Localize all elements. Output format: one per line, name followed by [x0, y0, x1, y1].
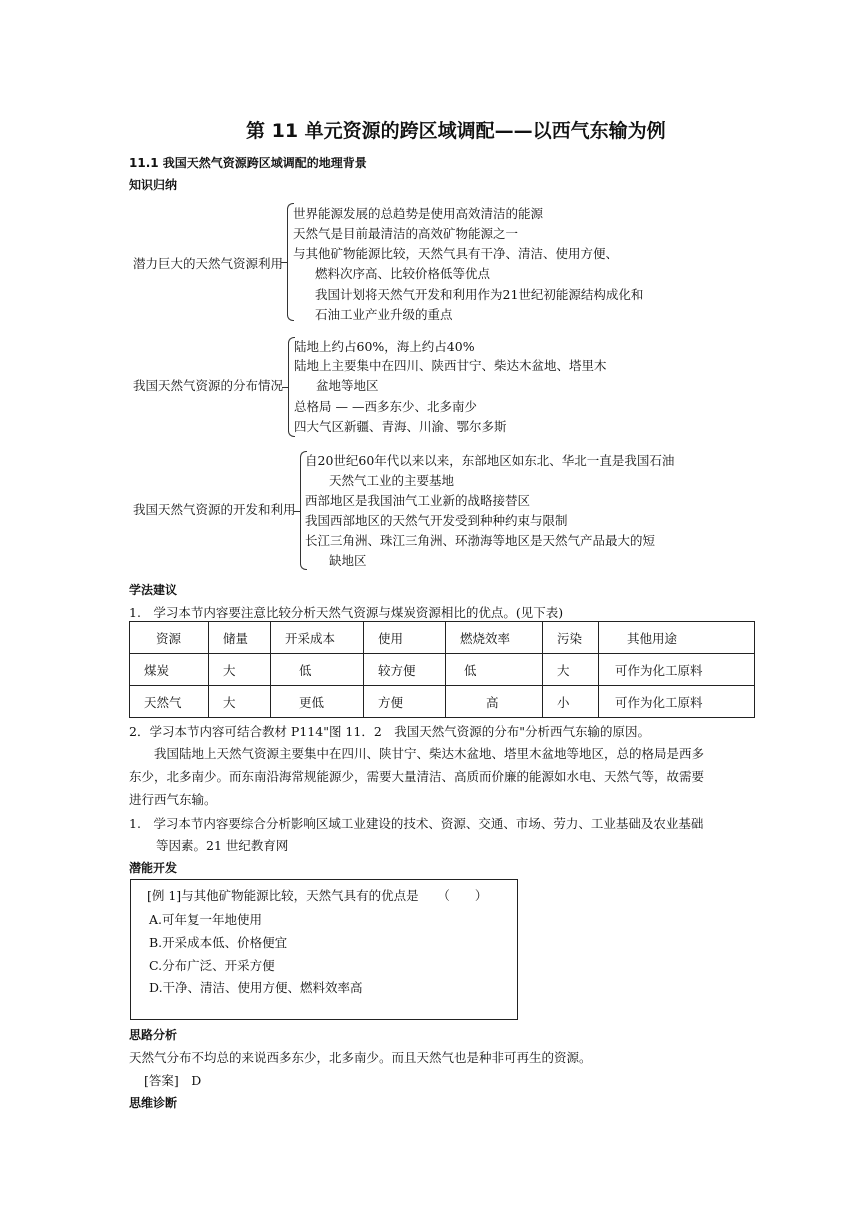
table-row — [130, 654, 755, 686]
group-label-distribution: 我国天然气资源的分布情况 — [133, 378, 284, 393]
table-header-cell: 其他用途 — [599, 622, 755, 654]
table-header-cell: 开采成本 — [271, 622, 364, 654]
study-item-3: 1. 学习本节内容要综合分析影响区域工业建设的技术、资源、交通、市场、劳力、工业基础及农业基础 — [129, 816, 704, 831]
table-cell: 高 — [446, 686, 543, 718]
table-cell: 可作为化工原料 — [599, 654, 755, 686]
potential-heading: 潜能开发 — [129, 861, 178, 875]
table-cell: 天然气 — [130, 686, 209, 718]
table-cell: 较方便 — [364, 654, 446, 686]
study-item-1: 1. 学习本节内容要注意比较分析天然气资源与煤炭资源相比的优点。(见下表) — [129, 605, 564, 620]
group-item: 燃料次序高、比较价格低等优点 — [315, 266, 491, 281]
study-item-3-cont: 等因素。21 世纪教育网 — [156, 838, 289, 853]
example-question-box — [130, 879, 518, 1020]
group-item: 陆地上约占60%，海上约占40% — [294, 339, 475, 354]
analysis-text: 天然气分布不均总的来说西多东少，北多南少。而且天然气也是种非可再生的资源。 — [129, 1050, 592, 1065]
group-label-potential: 潜力巨大的天然气资源利用 — [133, 256, 284, 271]
group-item: 长江三角洲、珠江三角洲、环渤海等地区是天然气产品最大的短 — [305, 533, 656, 548]
group-label-development: 我国天然气资源的开发和利用 — [133, 502, 296, 517]
study-heading: 学法建议 — [129, 583, 178, 597]
table-cell: 大 — [209, 686, 271, 718]
option-c: C.分布广泛、开采方便 — [149, 958, 275, 973]
table-cell: 低 — [271, 654, 364, 686]
group-item: 陆地上主要集中在四川、陕西甘宁、柴达木盆地、塔里木 — [294, 358, 607, 373]
group-item: 盆地等地区 — [316, 378, 379, 393]
group-item: 四大气区新疆、青海、川渝、鄂尔多斯 — [294, 419, 507, 434]
diagnosis-heading: 思维诊断 — [129, 1096, 178, 1110]
group-item: 天然气是目前最清洁的高效矿物能源之一 — [293, 226, 519, 241]
option-a: A.可年复一年地使用 — [149, 912, 263, 927]
analysis-heading: 思路分析 — [129, 1028, 178, 1042]
answer-text: [答案] D — [144, 1073, 202, 1088]
knowledge-heading: 知识归纳 — [129, 178, 178, 192]
table-cell: 更低 — [271, 686, 364, 718]
table-cell: 大 — [209, 654, 271, 686]
table-row — [130, 686, 755, 718]
group-item: 西部地区是我国油气工业新的战略接替区 — [305, 493, 531, 508]
table-header-cell: 资源 — [130, 622, 209, 654]
table-cell: 低 — [446, 654, 543, 686]
group-item: 缺地区 — [329, 553, 367, 568]
group-item: 天然气工业的主要基地 — [329, 473, 455, 488]
group-item: 总格局 — —西多东少、北多南少 — [294, 399, 477, 414]
reason-paragraph-line: 进行西气东输。 — [129, 792, 217, 807]
comparison-table — [129, 621, 755, 718]
group-item: 自20世纪60年代以来以来，东部地区如东北、华北一直是我国石油 — [305, 453, 675, 468]
table-header-row — [130, 622, 755, 654]
table-cell: 大 — [543, 654, 599, 686]
group-item: 与其他矿物能源比较，天然气具有干净、清洁、使用方便、 — [293, 246, 619, 261]
option-b: B.开采成本低、价格便宜 — [149, 935, 288, 950]
option-d: D.干净、清洁、使用方便、燃料效率高 — [149, 980, 363, 995]
table-header-cell: 燃烧效率 — [446, 622, 543, 654]
example-question: [例 1]与其他矿物能源比较，天然气具有的优点是 （ ） — [147, 888, 488, 903]
section-heading: 11.1 我国天然气资源跨区域调配的地理背景 — [129, 156, 367, 170]
table-cell: 可作为化工原料 — [599, 686, 755, 718]
group-item: 世界能源发展的总趋势是使用高效清洁的能源 — [293, 206, 544, 221]
group-item: 我国西部地区的天然气开发受到种种约束与限制 — [305, 513, 568, 528]
page-title: 第 11 单元资源的跨区域调配——以西气东输为例 — [246, 120, 666, 142]
reason-paragraph-line: 东少，北多南少。而东南沿海常规能源少，需要大量清洁、高质而价廉的能源如水电、天然气等，故需要 — [129, 769, 705, 784]
table-header-cell: 污染 — [543, 622, 599, 654]
table-cell: 小 — [543, 686, 599, 718]
reason-paragraph-line: 我国陆地上天然气资源主要集中在四川、陕甘宁、柴达木盆地、塔里木盆地等地区，总的格局是西多 — [154, 746, 705, 761]
table-header-cell: 储量 — [209, 622, 271, 654]
study-item-2: 2．学习本节内容可结合教材 P114"图 11．2 我国天然气资源的分布"分析西气东输的原因。 — [129, 724, 651, 739]
table-header-cell: 使用 — [364, 622, 446, 654]
table-cell: 煤炭 — [130, 654, 209, 686]
group-item: 石油工业产业升级的重点 — [315, 307, 453, 322]
group-item: 我国计划将天然气开发和利用作为21世纪初能源结构成化和 — [315, 287, 644, 302]
table-cell: 方便 — [364, 686, 446, 718]
